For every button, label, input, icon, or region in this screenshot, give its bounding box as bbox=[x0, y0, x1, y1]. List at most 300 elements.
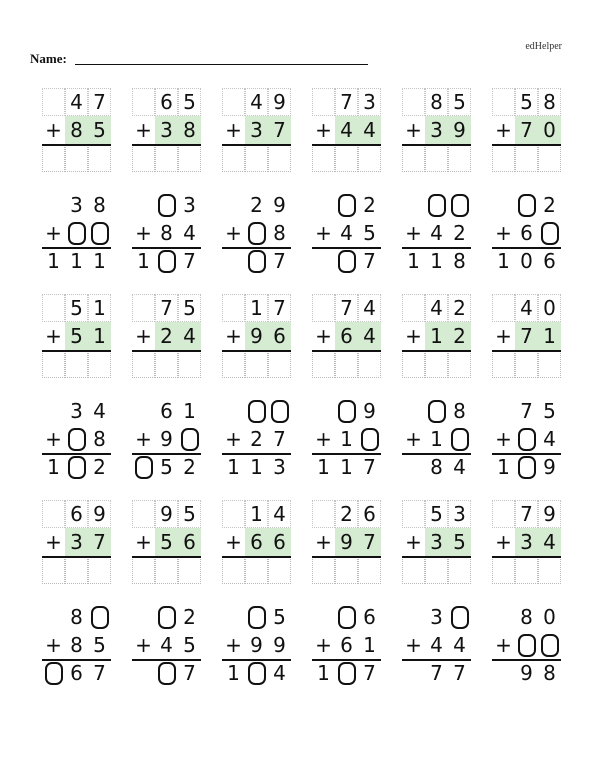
plus-sign: + bbox=[225, 221, 242, 245]
sum-line bbox=[132, 247, 201, 249]
answer-cell[interactable] bbox=[538, 144, 561, 172]
top-digit bbox=[132, 294, 155, 322]
missing-digit-box[interactable] bbox=[68, 428, 86, 451]
addend-digit: 6 bbox=[268, 528, 291, 556]
sum-digit: 1 bbox=[93, 249, 106, 273]
sum-digit: 1 bbox=[430, 249, 443, 273]
sum-digit: 2 bbox=[93, 455, 106, 479]
sum-line bbox=[492, 144, 561, 146]
sum-line bbox=[132, 659, 201, 661]
top-digit: 9 bbox=[155, 500, 178, 528]
top-digit: 6 bbox=[358, 500, 381, 528]
top-digit bbox=[42, 603, 65, 631]
missing-digit-box[interactable] bbox=[338, 606, 356, 629]
addend-digit: 2 bbox=[250, 427, 263, 451]
sum-digit bbox=[335, 247, 358, 275]
answer-cell[interactable] bbox=[492, 556, 515, 584]
sum-line bbox=[222, 247, 291, 249]
top-digit bbox=[492, 500, 515, 528]
addend-digit: 1 bbox=[88, 322, 111, 350]
sum-line bbox=[222, 453, 291, 455]
addend-digit bbox=[245, 219, 268, 247]
answer-cell[interactable] bbox=[515, 144, 538, 172]
top-digit bbox=[42, 500, 65, 528]
addend-digit: 6 bbox=[520, 221, 533, 245]
top-digit bbox=[245, 603, 268, 631]
addition-problem bbox=[492, 294, 561, 378]
answer-cell[interactable] bbox=[335, 350, 358, 378]
addend-digit: 2 bbox=[448, 322, 471, 350]
addend-digit: 3 bbox=[65, 528, 88, 556]
top-digit: 2 bbox=[448, 294, 471, 322]
top-digit: 8 bbox=[538, 88, 561, 116]
addition-problem bbox=[222, 603, 291, 687]
missing-digit-box[interactable] bbox=[541, 634, 559, 657]
answer-cell[interactable] bbox=[312, 350, 335, 378]
sum-digit: 4 bbox=[273, 661, 286, 685]
addition-problem bbox=[492, 88, 561, 172]
top-digit bbox=[222, 397, 245, 425]
sum-digit: 7 bbox=[453, 661, 466, 685]
top-digit: 9 bbox=[538, 500, 561, 528]
answer-cell[interactable] bbox=[65, 144, 88, 172]
sum-digit: 1 bbox=[137, 249, 150, 273]
answer-cell[interactable] bbox=[88, 350, 111, 378]
sum-digit: 1 bbox=[47, 249, 60, 273]
missing-digit-box[interactable] bbox=[518, 194, 536, 217]
top-digit bbox=[222, 191, 245, 219]
missing-digit-box[interactable] bbox=[68, 222, 86, 245]
top-digit: 4 bbox=[65, 88, 88, 116]
plus-sign: + bbox=[45, 118, 62, 142]
addition-problem bbox=[42, 88, 111, 172]
top-digit: 2 bbox=[250, 193, 263, 217]
addend-digit bbox=[515, 631, 538, 659]
plus-sign: + bbox=[495, 118, 512, 142]
sum-digit: 1 bbox=[317, 455, 330, 479]
top-digit: 5 bbox=[515, 88, 538, 116]
missing-digit-box[interactable] bbox=[68, 456, 86, 479]
missing-digit-box[interactable] bbox=[91, 606, 109, 629]
addend-digit: 5 bbox=[155, 528, 178, 556]
top-digit: 3 bbox=[70, 399, 83, 423]
addition-problem bbox=[312, 500, 381, 584]
sum-line bbox=[312, 659, 381, 661]
answer-cell[interactable] bbox=[448, 556, 471, 584]
top-digit: 2 bbox=[363, 193, 376, 217]
missing-digit-box[interactable] bbox=[45, 662, 63, 685]
missing-digit-box[interactable] bbox=[518, 634, 536, 657]
addend-digit: 8 bbox=[160, 221, 173, 245]
sum-digit: 1 bbox=[227, 455, 240, 479]
top-digit: 3 bbox=[70, 193, 83, 217]
plus-sign: + bbox=[405, 118, 422, 142]
answer-cell[interactable] bbox=[402, 556, 425, 584]
missing-digit-box[interactable] bbox=[338, 400, 356, 423]
answer-cell[interactable] bbox=[492, 350, 515, 378]
top-digit bbox=[88, 603, 111, 631]
answer-cell[interactable] bbox=[538, 350, 561, 378]
sum-digit: 6 bbox=[70, 661, 83, 685]
sum-line bbox=[402, 453, 471, 455]
addend-digit: 6 bbox=[245, 528, 268, 556]
answer-cell[interactable] bbox=[245, 350, 268, 378]
top-digit bbox=[335, 603, 358, 631]
top-digit: 7 bbox=[268, 294, 291, 322]
sum-line bbox=[222, 144, 291, 146]
answer-cell[interactable] bbox=[245, 556, 268, 584]
addend-digit: 7 bbox=[268, 116, 291, 144]
addend-digit bbox=[65, 219, 88, 247]
top-digit: 1 bbox=[245, 294, 268, 322]
top-digit bbox=[222, 500, 245, 528]
plus-sign: + bbox=[405, 427, 422, 451]
answer-cell[interactable] bbox=[222, 556, 245, 584]
top-digit: 5 bbox=[543, 399, 556, 423]
top-digit: 7 bbox=[335, 88, 358, 116]
sum-digit: 8 bbox=[430, 455, 443, 479]
answer-cell[interactable] bbox=[448, 350, 471, 378]
addend-digit: 9 bbox=[250, 633, 263, 657]
addend-digit: 4 bbox=[178, 322, 201, 350]
plus-sign: + bbox=[405, 221, 422, 245]
answer-cell[interactable] bbox=[268, 144, 291, 172]
addition-problem bbox=[312, 88, 381, 172]
answer-cell[interactable] bbox=[42, 144, 65, 172]
top-digit: 2 bbox=[183, 605, 196, 629]
missing-digit-box[interactable] bbox=[338, 250, 356, 273]
addition-problem bbox=[312, 191, 381, 275]
sum-line bbox=[402, 144, 471, 146]
plus-sign: + bbox=[405, 530, 422, 554]
plus-sign: + bbox=[495, 427, 512, 451]
plus-sign: + bbox=[405, 324, 422, 348]
top-digit bbox=[132, 88, 155, 116]
top-digit: 4 bbox=[245, 88, 268, 116]
missing-digit-box[interactable] bbox=[541, 222, 559, 245]
top-digit bbox=[222, 603, 245, 631]
answer-cell[interactable] bbox=[132, 350, 155, 378]
answer-cell[interactable] bbox=[492, 144, 515, 172]
answer-cell[interactable] bbox=[515, 350, 538, 378]
sum-digit bbox=[245, 247, 268, 275]
top-digit bbox=[402, 603, 425, 631]
top-digit: 6 bbox=[155, 88, 178, 116]
addend-digit bbox=[538, 631, 561, 659]
addition-problem bbox=[402, 294, 471, 378]
missing-digit-box[interactable] bbox=[135, 456, 153, 479]
sum-digit: 1 bbox=[407, 249, 420, 273]
sum-line bbox=[42, 659, 111, 661]
top-digit bbox=[492, 191, 515, 219]
addend-digit: 4 bbox=[183, 221, 196, 245]
answer-cell[interactable] bbox=[178, 144, 201, 172]
top-digit bbox=[222, 294, 245, 322]
answer-cell[interactable] bbox=[358, 144, 381, 172]
missing-digit-box[interactable] bbox=[518, 456, 536, 479]
missing-digit-box[interactable] bbox=[158, 194, 176, 217]
addend-digit: 5 bbox=[88, 116, 111, 144]
answer-cell[interactable] bbox=[178, 556, 201, 584]
sum-line bbox=[312, 556, 381, 558]
sum-digit bbox=[42, 659, 65, 687]
plus-sign: + bbox=[495, 221, 512, 245]
sum-line bbox=[42, 556, 111, 558]
missing-digit-box[interactable] bbox=[451, 428, 469, 451]
top-digit bbox=[42, 294, 65, 322]
top-digit: 5 bbox=[178, 88, 201, 116]
sum-line bbox=[132, 556, 201, 558]
addition-problem bbox=[402, 191, 471, 275]
top-digit: 5 bbox=[425, 500, 448, 528]
sum-line bbox=[492, 247, 561, 249]
sum-digit: 1 bbox=[250, 455, 263, 479]
answer-cell[interactable] bbox=[178, 350, 201, 378]
top-digit: 3 bbox=[183, 193, 196, 217]
addition-problem bbox=[492, 397, 561, 481]
name-label: Name: bbox=[30, 51, 67, 66]
top-digit bbox=[425, 191, 448, 219]
addend-digit: 8 bbox=[93, 427, 106, 451]
sum-digit: 7 bbox=[93, 661, 106, 685]
addend-digit: 1 bbox=[430, 427, 443, 451]
answer-cell[interactable] bbox=[268, 556, 291, 584]
top-digit bbox=[402, 88, 425, 116]
answer-cell[interactable] bbox=[402, 144, 425, 172]
answer-cell[interactable] bbox=[358, 350, 381, 378]
missing-digit-box[interactable] bbox=[181, 428, 199, 451]
top-digit bbox=[312, 397, 335, 425]
addend-digit: 9 bbox=[245, 322, 268, 350]
answer-cell[interactable] bbox=[538, 556, 561, 584]
missing-digit-box[interactable] bbox=[158, 662, 176, 685]
missing-digit-box[interactable] bbox=[248, 606, 266, 629]
top-digit: 1 bbox=[88, 294, 111, 322]
answer-cell[interactable] bbox=[425, 144, 448, 172]
answer-cell[interactable] bbox=[88, 144, 111, 172]
answer-cell[interactable] bbox=[155, 556, 178, 584]
sum-digit bbox=[65, 453, 88, 481]
answer-cell[interactable] bbox=[425, 556, 448, 584]
answer-cell[interactable] bbox=[312, 144, 335, 172]
sum-digit bbox=[312, 247, 335, 275]
plus-sign: + bbox=[315, 427, 332, 451]
sum-digit: 1 bbox=[317, 661, 330, 685]
sum-digit: 1 bbox=[497, 249, 510, 273]
top-digit: 8 bbox=[425, 88, 448, 116]
top-digit bbox=[425, 397, 448, 425]
addend-digit: 5 bbox=[363, 221, 376, 245]
missing-digit-box[interactable] bbox=[248, 400, 266, 423]
addend-digit: 3 bbox=[515, 528, 538, 556]
addend-digit bbox=[178, 425, 201, 453]
sum-line bbox=[222, 659, 291, 661]
addend-digit: 5 bbox=[183, 633, 196, 657]
answer-cell[interactable] bbox=[425, 350, 448, 378]
answer-cell[interactable] bbox=[268, 350, 291, 378]
top-digit bbox=[132, 191, 155, 219]
addition-problem bbox=[132, 191, 201, 275]
addition-problem bbox=[492, 191, 561, 275]
answer-cell[interactable] bbox=[358, 556, 381, 584]
plus-sign: + bbox=[135, 118, 152, 142]
sum-line bbox=[222, 556, 291, 558]
addend-digit: 1 bbox=[538, 322, 561, 350]
top-digit bbox=[492, 294, 515, 322]
sum-line bbox=[42, 350, 111, 352]
missing-digit-box[interactable] bbox=[451, 194, 469, 217]
brand-label: edHelper bbox=[525, 41, 562, 52]
addend-digit: 9 bbox=[273, 633, 286, 657]
addend-digit bbox=[448, 425, 471, 453]
answer-cell[interactable] bbox=[88, 556, 111, 584]
answer-cell[interactable] bbox=[222, 350, 245, 378]
addend-digit: 7 bbox=[273, 427, 286, 451]
missing-digit-box[interactable] bbox=[451, 606, 469, 629]
top-digit: 1 bbox=[183, 399, 196, 423]
missing-digit-box[interactable] bbox=[158, 606, 176, 629]
plus-sign: + bbox=[405, 633, 422, 657]
top-digit bbox=[402, 500, 425, 528]
addend-digit: 4 bbox=[430, 633, 443, 657]
plus-sign: + bbox=[495, 633, 512, 657]
sum-line bbox=[132, 350, 201, 352]
missing-digit-box[interactable] bbox=[338, 194, 356, 217]
top-digit bbox=[132, 500, 155, 528]
addition-problem bbox=[42, 603, 111, 687]
top-digit: 4 bbox=[515, 294, 538, 322]
sum-digit: 8 bbox=[543, 661, 556, 685]
addend-digit: 0 bbox=[538, 116, 561, 144]
answer-cell[interactable] bbox=[132, 144, 155, 172]
plus-sign: + bbox=[495, 324, 512, 348]
addition-problem bbox=[42, 500, 111, 584]
top-digit bbox=[335, 191, 358, 219]
answer-cell[interactable] bbox=[312, 556, 335, 584]
top-digit bbox=[402, 191, 425, 219]
missing-digit-box[interactable] bbox=[91, 222, 109, 245]
addend-digit: 4 bbox=[430, 221, 443, 245]
sum-line bbox=[402, 659, 471, 661]
sum-digit: 1 bbox=[227, 661, 240, 685]
sum-line bbox=[132, 453, 201, 455]
addend-digit: 1 bbox=[340, 427, 353, 451]
plus-sign: + bbox=[225, 530, 242, 554]
addition-problem bbox=[402, 397, 471, 481]
answer-cell[interactable] bbox=[515, 556, 538, 584]
addend-digit: 5 bbox=[448, 528, 471, 556]
top-digit: 9 bbox=[273, 193, 286, 217]
sum-line bbox=[402, 556, 471, 558]
top-digit bbox=[312, 294, 335, 322]
answer-cell[interactable] bbox=[335, 144, 358, 172]
plus-sign: + bbox=[135, 633, 152, 657]
addition-problem bbox=[492, 500, 561, 584]
addend-digit: 6 bbox=[268, 322, 291, 350]
missing-digit-box[interactable] bbox=[248, 662, 266, 685]
sum-digit: 4 bbox=[453, 455, 466, 479]
sum-line bbox=[312, 350, 381, 352]
top-digit: 7 bbox=[520, 399, 533, 423]
missing-digit-box[interactable] bbox=[248, 250, 266, 273]
top-digit: 7 bbox=[515, 500, 538, 528]
plus-sign: + bbox=[45, 633, 62, 657]
plus-sign: + bbox=[135, 427, 152, 451]
top-digit bbox=[312, 191, 335, 219]
missing-digit-box[interactable] bbox=[428, 194, 446, 217]
missing-digit-box[interactable] bbox=[248, 222, 266, 245]
sum-digit bbox=[402, 659, 425, 687]
name-line[interactable] bbox=[75, 64, 368, 65]
sum-digit: 1 bbox=[497, 455, 510, 479]
sum-digit: 1 bbox=[340, 455, 353, 479]
plus-sign: + bbox=[315, 221, 332, 245]
top-digit: 5 bbox=[448, 88, 471, 116]
answer-cell[interactable] bbox=[65, 556, 88, 584]
plus-sign: + bbox=[135, 221, 152, 245]
plus-sign: + bbox=[495, 530, 512, 554]
missing-digit-box[interactable] bbox=[361, 428, 379, 451]
answer-cell[interactable] bbox=[155, 350, 178, 378]
top-digit bbox=[42, 397, 65, 425]
addend-digit: 7 bbox=[515, 116, 538, 144]
missing-digit-box[interactable] bbox=[428, 400, 446, 423]
addition-problem bbox=[222, 88, 291, 172]
missing-digit-box[interactable] bbox=[338, 662, 356, 685]
addend-digit: 6 bbox=[340, 633, 353, 657]
answer-cell[interactable] bbox=[335, 556, 358, 584]
answer-cell[interactable] bbox=[155, 144, 178, 172]
top-digit: 2 bbox=[335, 500, 358, 528]
sum-digit: 7 bbox=[363, 661, 376, 685]
answer-cell[interactable] bbox=[402, 350, 425, 378]
answer-cell[interactable] bbox=[132, 556, 155, 584]
top-digit bbox=[268, 397, 291, 425]
answer-cell[interactable] bbox=[448, 144, 471, 172]
sum-line bbox=[402, 247, 471, 249]
answer-cell[interactable] bbox=[245, 144, 268, 172]
plus-sign: + bbox=[135, 324, 152, 348]
answer-cell[interactable] bbox=[42, 556, 65, 584]
sum-line bbox=[42, 453, 111, 455]
sum-digit: 0 bbox=[520, 249, 533, 273]
addend-digit: 9 bbox=[160, 427, 173, 451]
missing-digit-box[interactable] bbox=[271, 400, 289, 423]
missing-digit-box[interactable] bbox=[518, 428, 536, 451]
top-digit bbox=[448, 191, 471, 219]
addition-problem bbox=[132, 500, 201, 584]
addition-problem bbox=[132, 603, 201, 687]
top-digit: 6 bbox=[65, 500, 88, 528]
top-digit bbox=[492, 397, 515, 425]
top-digit: 5 bbox=[178, 500, 201, 528]
missing-digit-box[interactable] bbox=[158, 250, 176, 273]
top-digit bbox=[492, 603, 515, 631]
top-digit: 8 bbox=[520, 605, 533, 629]
addition-problem bbox=[402, 88, 471, 172]
answer-cell[interactable] bbox=[42, 350, 65, 378]
top-digit bbox=[492, 88, 515, 116]
sum-digit: 9 bbox=[520, 661, 533, 685]
answer-cell[interactable] bbox=[222, 144, 245, 172]
top-digit: 7 bbox=[88, 88, 111, 116]
sum-digit: 1 bbox=[47, 455, 60, 479]
sum-digit: 2 bbox=[183, 455, 196, 479]
addition-problem bbox=[312, 397, 381, 481]
plus-sign: + bbox=[225, 118, 242, 142]
top-digit bbox=[312, 500, 335, 528]
answer-cell[interactable] bbox=[65, 350, 88, 378]
